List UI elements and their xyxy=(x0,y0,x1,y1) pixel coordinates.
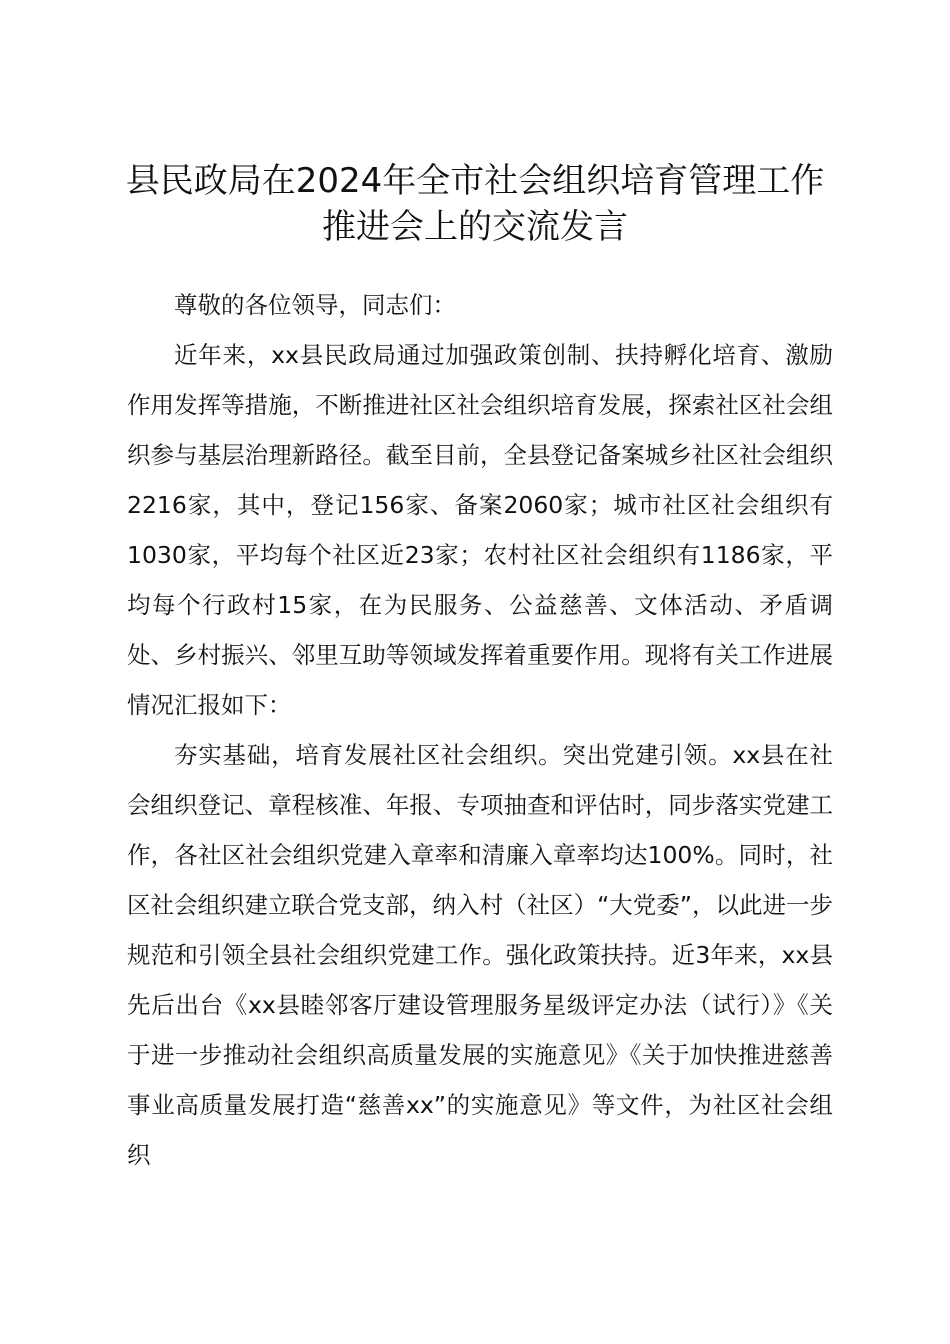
paragraph-intro: 近年来，xx县民政局通过加强政策创制、扶持孵化培育、激励作用发挥等措施，不断推进社区社会组织培育发展，探索社区社会组织参与基层治理新路径。截至目前，全县登记备案城乡社区社会组织2216家，其中，登记156家、备案2060家；城市社区社会组织有1030家，平均每个社区近23家；农村社区社会组织有1186家，平均每个行政村15家，在为民服务、公益慈善、文体活动、矛盾调处、乡村振兴、邻里互助等领域发挥着重要作用。现将有关工作进展情况汇报如下： xyxy=(127,341,833,719)
document-body xyxy=(127,280,833,1180)
paragraph-foundation: 夯实基础，培育发展社区社会组织。突出党建引领。xx县在社会组织登记、章程核准、年报、专项抽查和评估时，同步落实党建工作，各社区社会组织党建入章率和清廉入章率均达100%。同时，社区社会组织建立联合党支部，纳入村（社区）“大党委”，以此进一步规范和引领全县社会组织党建工作。强化政策扶持。近3年来，xx县先后出台《xx县睦邻客厅建设管理服务星级评定办法（试行）》《关于进一步推动社会组织高质量发展的实施意见》《关于加快推进慈善事业高质量发展打造“慈善xx”的实施意见》等文件，为社区社会组织 xyxy=(127,741,833,1169)
document-title: 县民政局在2024年全市社会组织培育管理工作推进会上的交流发言 xyxy=(125,161,825,247)
salutation: 尊敬的各位领导，同志们： xyxy=(174,291,456,319)
